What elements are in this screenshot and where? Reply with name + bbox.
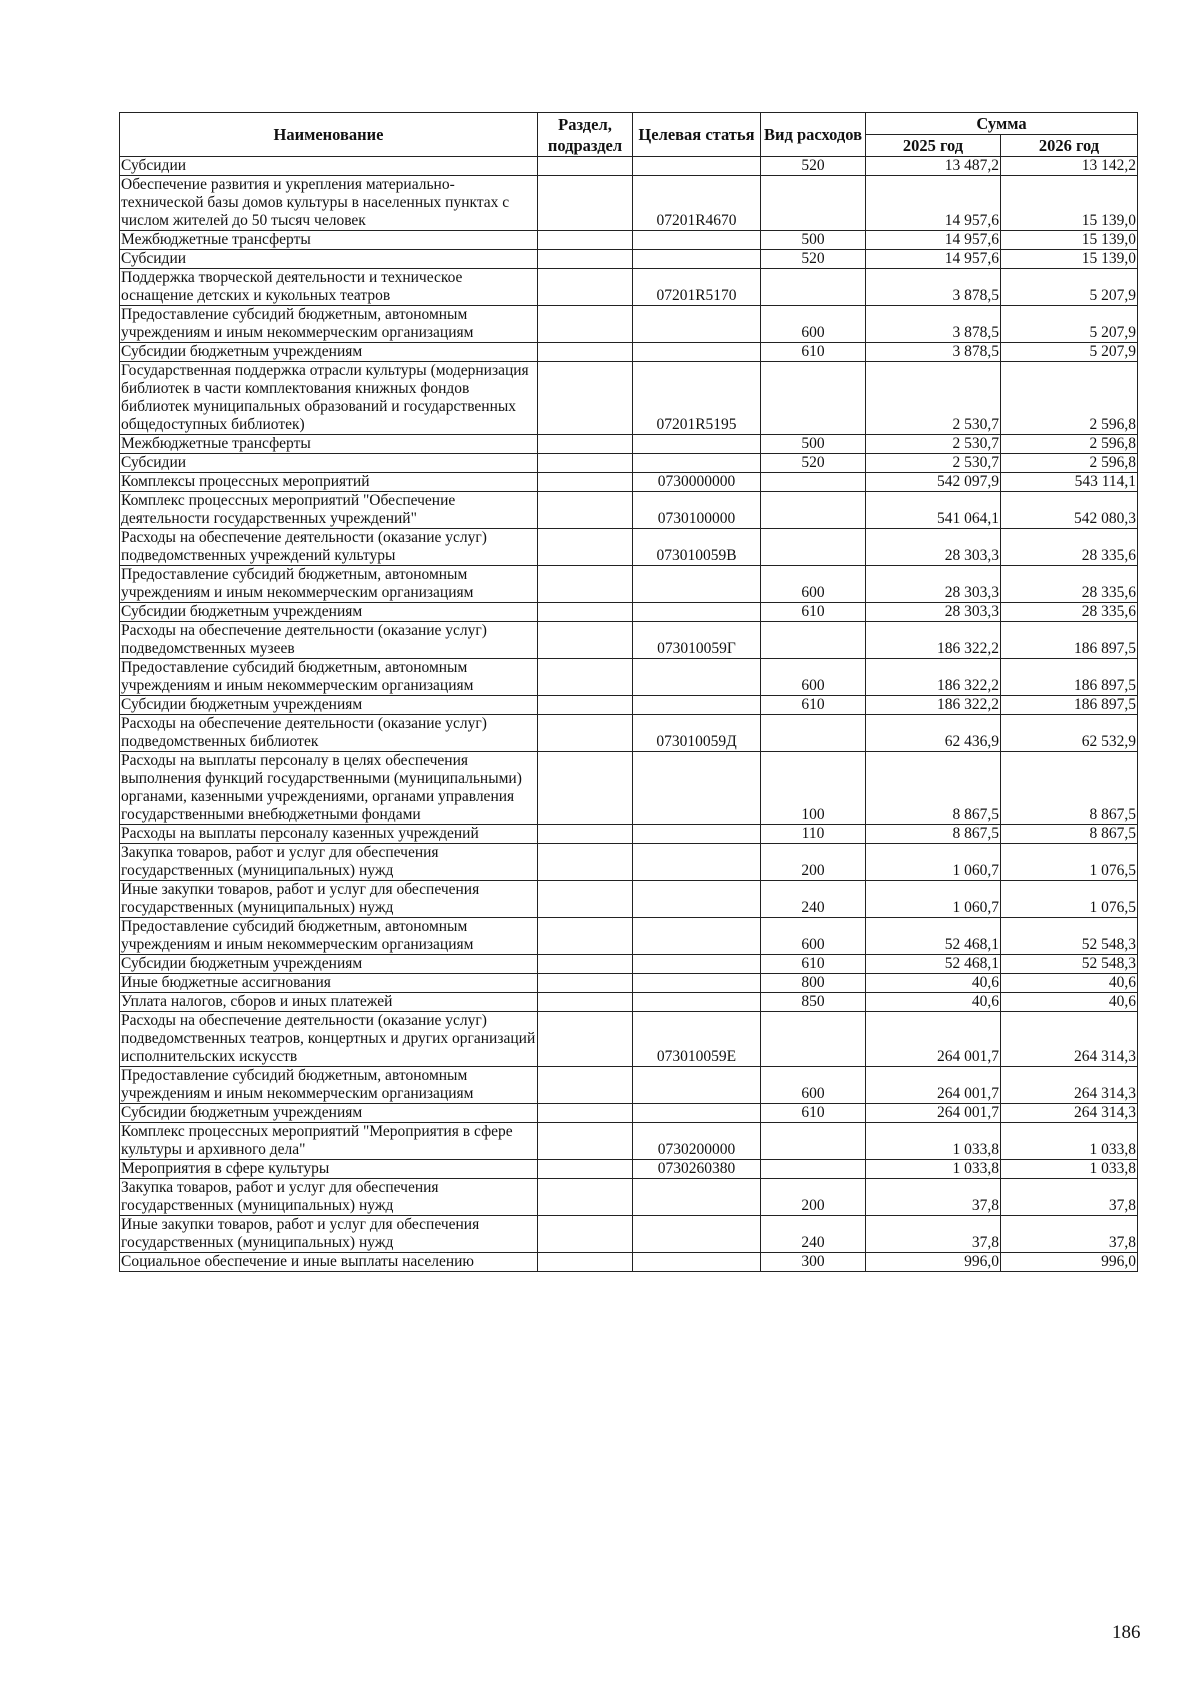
table-row: [120, 1123, 1138, 1160]
cell-target-article: 073010059Г: [633, 622, 761, 659]
cell-expense-kind: 520: [761, 157, 866, 176]
cell-sum-2026: 2 596,8: [1001, 435, 1138, 454]
cell-sum-2025: 3 878,5: [866, 343, 1001, 362]
cell-target-article: [633, 825, 761, 844]
cell-section: [538, 993, 633, 1012]
cell-expense-kind: 610: [761, 696, 866, 715]
cell-expense-kind: 100: [761, 752, 866, 825]
cell-expense-kind: 200: [761, 1179, 866, 1216]
table-row: [120, 918, 1138, 955]
cell-sum-2025: 52 468,1: [866, 918, 1001, 955]
cell-target-article: [633, 435, 761, 454]
cell-expense-kind: [761, 492, 866, 529]
cell-sum-2026: 5 207,9: [1001, 269, 1138, 306]
cell-target-article: [633, 752, 761, 825]
cell-target-article: [633, 955, 761, 974]
cell-expense-kind: [761, 715, 866, 752]
cell-section: [538, 696, 633, 715]
cell-section: [538, 918, 633, 955]
cell-target-article: 0730260380: [633, 1160, 761, 1179]
cell-sum-2025: 1 060,7: [866, 844, 1001, 881]
cell-section: [538, 1160, 633, 1179]
cell-sum-2026: 8 867,5: [1001, 752, 1138, 825]
cell-name: Закупка товаров, работ и услуг для обеспечения государственных (муниципальных) нужд: [120, 844, 538, 881]
cell-name: Мероприятия в сфере культуры: [120, 1160, 538, 1179]
table-row: [120, 696, 1138, 715]
cell-target-article: 0730100000: [633, 492, 761, 529]
cell-section: [538, 659, 633, 696]
cell-section: [538, 231, 633, 250]
table-row: [120, 343, 1138, 362]
cell-expense-kind: 610: [761, 1104, 866, 1123]
cell-name: Иные закупки товаров, работ и услуг для обеспечения государственных (муниципальных) нужд: [120, 1216, 538, 1253]
cell-sum-2025: 2 530,7: [866, 454, 1001, 473]
cell-target-article: 0730000000: [633, 473, 761, 492]
table-row: [120, 176, 1138, 231]
cell-expense-kind: 600: [761, 306, 866, 343]
header-kind: Вид расходов: [761, 113, 866, 157]
table-row: [120, 454, 1138, 473]
cell-target-article: [633, 696, 761, 715]
cell-sum-2026: 37,8: [1001, 1216, 1138, 1253]
table-row: [120, 993, 1138, 1012]
cell-name: Субсидии: [120, 157, 538, 176]
table-row: [120, 1104, 1138, 1123]
cell-section: [538, 529, 633, 566]
cell-expense-kind: [761, 362, 866, 435]
cell-target-article: [633, 454, 761, 473]
cell-expense-kind: 520: [761, 454, 866, 473]
cell-sum-2026: 5 207,9: [1001, 343, 1138, 362]
cell-name: Комплекс процессных мероприятий "Обеспечение деятельности государственных учреждений": [120, 492, 538, 529]
cell-sum-2026: 264 314,3: [1001, 1012, 1138, 1067]
cell-target-article: 07201R4670: [633, 176, 761, 231]
cell-target-article: [633, 250, 761, 269]
cell-target-article: [633, 157, 761, 176]
cell-sum-2026: 28 335,6: [1001, 566, 1138, 603]
cell-section: [538, 622, 633, 659]
cell-sum-2026: 1 033,8: [1001, 1160, 1138, 1179]
cell-name: Предоставление субсидий бюджетным, автономным учреждениям и иным некоммерческим организациям: [120, 566, 538, 603]
cell-name: Расходы на обеспечение деятельности (оказание услуг) подведомственных театров, концертных и других организаций исполнительских искусств: [120, 1012, 538, 1067]
cell-sum-2025: 3 878,5: [866, 306, 1001, 343]
cell-sum-2025: 2 530,7: [866, 435, 1001, 454]
cell-section: [538, 1216, 633, 1253]
cell-expense-kind: 240: [761, 1216, 866, 1253]
cell-sum-2025: 52 468,1: [866, 955, 1001, 974]
cell-name: Предоставление субсидий бюджетным, автономным учреждениям и иным некоммерческим организациям: [120, 659, 538, 696]
cell-sum-2025: 62 436,9: [866, 715, 1001, 752]
cell-target-article: [633, 974, 761, 993]
cell-section: [538, 955, 633, 974]
cell-sum-2025: 542 097,9: [866, 473, 1001, 492]
cell-expense-kind: 500: [761, 435, 866, 454]
table-row: [120, 974, 1138, 993]
table-header: [120, 113, 1138, 157]
cell-sum-2025: 541 064,1: [866, 492, 1001, 529]
cell-target-article: [633, 1067, 761, 1104]
cell-section: [538, 1179, 633, 1216]
cell-sum-2025: 40,6: [866, 993, 1001, 1012]
cell-sum-2025: 264 001,7: [866, 1012, 1001, 1067]
cell-sum-2026: 2 596,8: [1001, 454, 1138, 473]
table-row: [120, 1160, 1138, 1179]
header-target: Целевая статья: [633, 113, 761, 157]
cell-expense-kind: [761, 1160, 866, 1179]
cell-name: Расходы на выплаты персоналу в целях обеспечения выполнения функций государственными (муниципальными) органами, казенными учреждениями, органами управления государственными внебюджетными фондами: [120, 752, 538, 825]
cell-name: Предоставление субсидий бюджетным, автономным учреждениям и иным некоммерческим организациям: [120, 1067, 538, 1104]
table-row: [120, 306, 1138, 343]
cell-expense-kind: 600: [761, 566, 866, 603]
cell-sum-2026: 1 076,5: [1001, 844, 1138, 881]
cell-sum-2025: 28 303,3: [866, 603, 1001, 622]
cell-name: Субсидии бюджетным учреждениям: [120, 955, 538, 974]
cell-name: Расходы на обеспечение деятельности (оказание услуг) подведомственных музеев: [120, 622, 538, 659]
cell-name: Социальное обеспечение и иные выплаты населению: [120, 1253, 538, 1272]
cell-name: Иные бюджетные ассигнования: [120, 974, 538, 993]
cell-sum-2026: 1 033,8: [1001, 1123, 1138, 1160]
cell-sum-2026: 186 897,5: [1001, 696, 1138, 715]
cell-name: Расходы на обеспечение деятельности (оказание услуг) подведомственных библиотек: [120, 715, 538, 752]
cell-expense-kind: 200: [761, 844, 866, 881]
cell-sum-2025: 8 867,5: [866, 825, 1001, 844]
table-row: [120, 752, 1138, 825]
table-row: [120, 157, 1138, 176]
cell-sum-2026: 28 335,6: [1001, 529, 1138, 566]
table-row: [120, 250, 1138, 269]
cell-sum-2026: 996,0: [1001, 1253, 1138, 1272]
cell-expense-kind: 600: [761, 918, 866, 955]
cell-sum-2025: 186 322,2: [866, 659, 1001, 696]
cell-target-article: [633, 1253, 761, 1272]
cell-name: Иные закупки товаров, работ и услуг для обеспечения государственных (муниципальных) нужд: [120, 881, 538, 918]
cell-section: [538, 844, 633, 881]
cell-name: Комплекс процессных мероприятий "Мероприятия в сфере культуры и архивного дела": [120, 1123, 538, 1160]
cell-expense-kind: 610: [761, 603, 866, 622]
cell-expense-kind: 850: [761, 993, 866, 1012]
cell-name: Субсидии: [120, 250, 538, 269]
cell-section: [538, 473, 633, 492]
cell-target-article: [633, 844, 761, 881]
cell-sum-2025: 37,8: [866, 1216, 1001, 1253]
cell-section: [538, 250, 633, 269]
cell-sum-2025: 186 322,2: [866, 696, 1001, 715]
cell-section: [538, 825, 633, 844]
cell-expense-kind: [761, 269, 866, 306]
cell-target-article: [633, 993, 761, 1012]
cell-expense-kind: 610: [761, 343, 866, 362]
cell-name: Закупка товаров, работ и услуг для обеспечения государственных (муниципальных) нужд: [120, 1179, 538, 1216]
cell-sum-2025: 2 530,7: [866, 362, 1001, 435]
cell-sum-2025: 14 957,6: [866, 250, 1001, 269]
cell-name: Межбюджетные трансферты: [120, 435, 538, 454]
table-row: [120, 715, 1138, 752]
budget-table: [119, 112, 1138, 1272]
cell-name: Субсидии бюджетным учреждениям: [120, 696, 538, 715]
table-row: [120, 529, 1138, 566]
cell-expense-kind: [761, 1012, 866, 1067]
cell-target-article: [633, 306, 761, 343]
cell-expense-kind: [761, 473, 866, 492]
cell-sum-2026: 186 897,5: [1001, 659, 1138, 696]
cell-sum-2026: 264 314,3: [1001, 1104, 1138, 1123]
table-body: [120, 157, 1138, 1272]
cell-sum-2026: 15 139,0: [1001, 250, 1138, 269]
cell-name: Межбюджетные трансферты: [120, 231, 538, 250]
table-row: [120, 1012, 1138, 1067]
cell-target-article: 073010059Д: [633, 715, 761, 752]
cell-section: [538, 881, 633, 918]
cell-target-article: [633, 918, 761, 955]
cell-section: [538, 269, 633, 306]
cell-sum-2025: 14 957,6: [866, 231, 1001, 250]
header-name: Наименование: [120, 113, 538, 157]
cell-sum-2026: 40,6: [1001, 993, 1138, 1012]
cell-expense-kind: 520: [761, 250, 866, 269]
cell-name: Субсидии: [120, 454, 538, 473]
cell-sum-2026: 542 080,3: [1001, 492, 1138, 529]
cell-expense-kind: 610: [761, 955, 866, 974]
cell-name: Поддержка творческой деятельности и техническое оснащение детских и кукольных театров: [120, 269, 538, 306]
cell-expense-kind: 600: [761, 659, 866, 696]
table-row: [120, 231, 1138, 250]
cell-target-article: [633, 343, 761, 362]
header-year-2025: 2025 год: [866, 135, 1001, 157]
cell-sum-2025: 28 303,3: [866, 529, 1001, 566]
table-row: [120, 1216, 1138, 1253]
cell-section: [538, 1123, 633, 1160]
cell-sum-2025: 28 303,3: [866, 566, 1001, 603]
cell-section: [538, 435, 633, 454]
cell-sum-2025: 14 957,6: [866, 176, 1001, 231]
cell-name: Субсидии бюджетным учреждениям: [120, 343, 538, 362]
cell-sum-2025: 1 033,8: [866, 1123, 1001, 1160]
cell-sum-2026: 62 532,9: [1001, 715, 1138, 752]
table-row: [120, 269, 1138, 306]
cell-expense-kind: 110: [761, 825, 866, 844]
cell-sum-2026: 543 114,1: [1001, 473, 1138, 492]
cell-section: [538, 715, 633, 752]
cell-section: [538, 974, 633, 993]
table-row: [120, 1253, 1138, 1272]
cell-expense-kind: [761, 176, 866, 231]
cell-section: [538, 1067, 633, 1104]
cell-target-article: 073010059В: [633, 529, 761, 566]
cell-sum-2026: 40,6: [1001, 974, 1138, 993]
cell-sum-2026: 52 548,3: [1001, 955, 1138, 974]
cell-section: [538, 176, 633, 231]
cell-target-article: 0730200000: [633, 1123, 761, 1160]
cell-section: [538, 603, 633, 622]
cell-section: [538, 306, 633, 343]
cell-target-article: 073010059Е: [633, 1012, 761, 1067]
cell-section: [538, 492, 633, 529]
table-row: [120, 955, 1138, 974]
page-number: 186: [1112, 1622, 1141, 1643]
cell-sum-2026: 28 335,6: [1001, 603, 1138, 622]
cell-expense-kind: [761, 529, 866, 566]
cell-name: Государственная поддержка отрасли культуры (модернизация библиотек в части комплектования книжных фондов библиотек муниципальных образований и государственных общедоступных библиотек): [120, 362, 538, 435]
table-row: [120, 1067, 1138, 1104]
cell-section: [538, 157, 633, 176]
cell-sum-2025: 1 060,7: [866, 881, 1001, 918]
header-section: Раздел, подраздел: [538, 113, 633, 157]
cell-sum-2026: 8 867,5: [1001, 825, 1138, 844]
cell-name: Предоставление субсидий бюджетным, автономным учреждениям и иным некоммерческим организациям: [120, 918, 538, 955]
cell-sum-2025: 13 487,2: [866, 157, 1001, 176]
table-row: [120, 473, 1138, 492]
cell-sum-2025: 264 001,7: [866, 1104, 1001, 1123]
cell-sum-2026: 186 897,5: [1001, 622, 1138, 659]
cell-target-article: [633, 881, 761, 918]
cell-name: Уплата налогов, сборов и иных платежей: [120, 993, 538, 1012]
cell-expense-kind: 240: [761, 881, 866, 918]
cell-expense-kind: [761, 1123, 866, 1160]
cell-name: Обеспечение развития и укрепления материально-технической базы домов культуры в населенных пунктах с числом жителей до 50 тысяч человек: [120, 176, 538, 231]
cell-section: [538, 362, 633, 435]
cell-target-article: [633, 566, 761, 603]
cell-target-article: [633, 1216, 761, 1253]
cell-section: [538, 1012, 633, 1067]
cell-sum-2026: 15 139,0: [1001, 231, 1138, 250]
cell-sum-2025: 37,8: [866, 1179, 1001, 1216]
cell-name: Субсидии бюджетным учреждениям: [120, 603, 538, 622]
cell-section: [538, 566, 633, 603]
table-row: [120, 844, 1138, 881]
cell-sum-2026: 37,8: [1001, 1179, 1138, 1216]
cell-sum-2025: 996,0: [866, 1253, 1001, 1272]
cell-section: [538, 343, 633, 362]
cell-target-article: [633, 1179, 761, 1216]
cell-sum-2025: 3 878,5: [866, 269, 1001, 306]
table-row: [120, 622, 1138, 659]
cell-sum-2026: 15 139,0: [1001, 176, 1138, 231]
table-row: [120, 362, 1138, 435]
table-row: [120, 435, 1138, 454]
cell-sum-2025: 186 322,2: [866, 622, 1001, 659]
cell-sum-2026: 13 142,2: [1001, 157, 1138, 176]
cell-expense-kind: 300: [761, 1253, 866, 1272]
table-row: [120, 492, 1138, 529]
cell-target-article: [633, 603, 761, 622]
cell-name: Субсидии бюджетным учреждениям: [120, 1104, 538, 1123]
cell-target-article: [633, 231, 761, 250]
table-row: [120, 566, 1138, 603]
table-row: [120, 1179, 1138, 1216]
cell-expense-kind: 800: [761, 974, 866, 993]
cell-name: Расходы на выплаты персоналу казенных учреждений: [120, 825, 538, 844]
header-sum: Сумма: [866, 113, 1138, 135]
cell-sum-2025: 1 033,8: [866, 1160, 1001, 1179]
cell-section: [538, 1253, 633, 1272]
cell-name: Расходы на обеспечение деятельности (оказание услуг) подведомственных учреждений культуры: [120, 529, 538, 566]
cell-section: [538, 1104, 633, 1123]
cell-section: [538, 752, 633, 825]
cell-sum-2025: 40,6: [866, 974, 1001, 993]
table-row: [120, 659, 1138, 696]
cell-target-article: [633, 1104, 761, 1123]
table-row: [120, 881, 1138, 918]
cell-name: Комплексы процессных мероприятий: [120, 473, 538, 492]
cell-expense-kind: [761, 622, 866, 659]
cell-target-article: 07201R5195: [633, 362, 761, 435]
cell-expense-kind: 600: [761, 1067, 866, 1104]
cell-sum-2026: 2 596,8: [1001, 362, 1138, 435]
table-row: [120, 603, 1138, 622]
cell-sum-2026: 52 548,3: [1001, 918, 1138, 955]
header-year-2026: 2026 год: [1001, 135, 1138, 157]
cell-expense-kind: 500: [761, 231, 866, 250]
cell-target-article: 07201R5170: [633, 269, 761, 306]
cell-sum-2025: 8 867,5: [866, 752, 1001, 825]
cell-target-article: [633, 659, 761, 696]
cell-sum-2026: 264 314,3: [1001, 1067, 1138, 1104]
cell-sum-2026: 1 076,5: [1001, 881, 1138, 918]
cell-name: Предоставление субсидий бюджетным, автономным учреждениям и иным некоммерческим организациям: [120, 306, 538, 343]
cell-sum-2026: 5 207,9: [1001, 306, 1138, 343]
table-row: [120, 825, 1138, 844]
cell-section: [538, 454, 633, 473]
cell-sum-2025: 264 001,7: [866, 1067, 1001, 1104]
